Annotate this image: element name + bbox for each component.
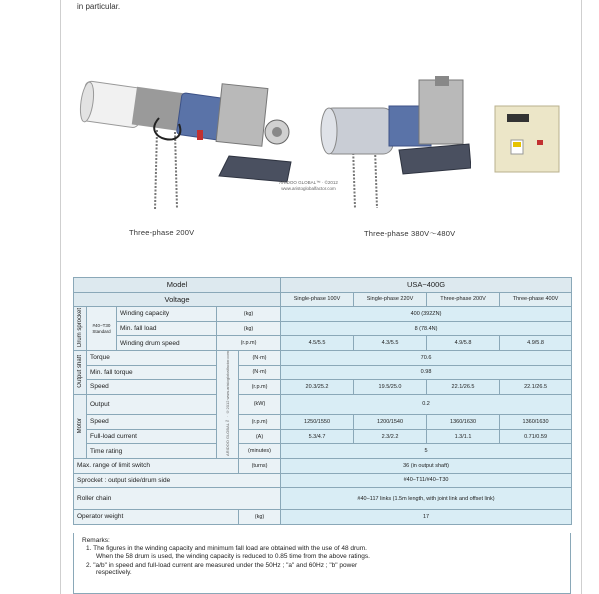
value-roller-chain: #40−117 links (1.5m length, with joint link and offset link): [281, 488, 572, 510]
value-output-speed-3: 22.1/26.5: [427, 380, 500, 395]
spec-table: [73, 277, 572, 525]
label-max-limit-switch: Max. range of limit switch: [74, 458, 239, 473]
voltage-col-4: Three-phase 400V: [500, 292, 572, 307]
unit-time-rating: (minutes): [239, 444, 281, 459]
unit-output-speed: (r.p.m): [239, 380, 281, 395]
remarks: [73, 533, 571, 594]
row-torque: [74, 350, 572, 365]
value-full-load-current-1: 5.3/4.7: [281, 429, 354, 444]
label-sprocket: Sprocket : output side/drum side: [74, 473, 281, 488]
unit-motor-output: (kW): [239, 394, 281, 414]
value-min-fall-load: 8 (78.4N): [281, 321, 572, 336]
value-operator-weight: 17: [281, 510, 572, 525]
unit-min-fall-load: (kg): [217, 321, 281, 336]
unit-operator-weight: (kg): [239, 510, 281, 525]
value-output-speed-4: 22.1/26.5: [500, 380, 572, 395]
label-motor-output: Output: [87, 394, 217, 414]
label-full-load-current: Full-load current: [87, 429, 217, 444]
value-max-limit-switch: 36 (in output shaft): [281, 458, 572, 473]
value-motor-speed-1: 1250/1550: [281, 415, 354, 430]
unit-max-limit-switch: (turns): [239, 458, 281, 473]
label-min-fall-load: Min. fall load: [117, 321, 217, 336]
label-time-rating: Time rating: [87, 444, 217, 459]
label-output-speed: Speed: [87, 380, 217, 395]
row-time-rating: [74, 444, 572, 459]
value-sprocket: #40−T11/#40−T30: [281, 473, 572, 488]
label-roller-chain: Roller chain: [74, 488, 281, 510]
label-torque: Torque: [87, 350, 217, 365]
row-winding-capacity: [74, 307, 572, 322]
row-model: [74, 278, 572, 293]
value-full-load-current-4: 0.71/0.59: [500, 429, 572, 444]
row-winding-drum-speed: [74, 336, 572, 351]
row-voltage: [74, 292, 572, 307]
value-output-speed-2: 19.5/25.0: [354, 380, 427, 395]
value-motor-output: 0.2: [281, 394, 572, 414]
unit-motor-speed: (r.p.m): [239, 415, 281, 430]
value-winding-drum-speed-2: 4.3/5.5: [354, 336, 427, 351]
remark-1b: When the 58 drum is used, the winding capacity is reduced to 0.85 time from the above ratings.: [96, 552, 370, 560]
caption-380v: Three-phase 380V～480V: [364, 229, 456, 238]
voltage-col-1: Single-phase 100V: [281, 292, 354, 307]
value-full-load-current-2: 2.3/2.2: [354, 429, 427, 444]
value-motor-speed-3: 1360/1630: [427, 415, 500, 430]
value-time-rating: 5: [281, 444, 572, 459]
model-label: Model: [74, 278, 281, 293]
label-min-fall-torque: Min. fall torque: [87, 365, 217, 380]
value-motor-speed-4: 1360/1630: [500, 415, 572, 430]
row-output-speed: [74, 380, 572, 395]
remark-2b: respectively.: [96, 569, 132, 577]
row-motor-output: [74, 394, 572, 414]
operator-photo-380v: [319, 76, 471, 211]
value-full-load-current-3: 1.3/1.1: [427, 429, 500, 444]
row-motor-speed: [74, 415, 572, 430]
label-winding-capacity: Winding capacity: [117, 307, 217, 322]
remark-2a: 2. "a/b" in speed and full-load current are measured under the 50Hz ; "a" and 60Hz ; "b" power: [86, 561, 358, 569]
value-output-speed-1: 20.3/25.2: [281, 380, 354, 395]
unit-full-load-current: (A): [239, 429, 281, 444]
value-winding-drum-speed-4: 4.9/5.8: [500, 336, 572, 351]
value-winding-capacity: 400 (392ZN): [281, 307, 572, 322]
unit-winding-drum-speed: (r.p.m): [217, 336, 281, 351]
row-min-fall-load: [74, 321, 572, 336]
control-box-photo: [493, 104, 563, 174]
document-page: [60, 0, 582, 594]
label-winding-drum-speed: Winding drum speed: [117, 336, 217, 351]
operator-photo-200v: [79, 70, 299, 220]
row-min-fall-torque: [74, 365, 572, 380]
unit-min-fall-torque: (N·m): [239, 365, 281, 380]
voltage-col-3: Three-phase 200V: [427, 292, 500, 307]
value-torque: 70.6: [281, 350, 572, 365]
row-operator-weight: [74, 510, 572, 525]
label-operator-weight: Operator weight: [74, 510, 239, 525]
value-winding-drum-speed-1: 4.5/5.5: [281, 336, 354, 351]
remark-1a: 1. The figures in the winding capacity and minimum fall load are obtained with the use of 48 drum.: [86, 545, 367, 553]
group-drum-sprocket: Drum sprocket: [74, 307, 87, 351]
watermark: ARIDOO GLOBAL™ · ©2012 www.aristoglobalfactor.com: [279, 180, 338, 191]
row-max-limit-switch: [74, 458, 572, 473]
remarks-title: Remarks:: [82, 537, 110, 544]
model-value: USA−400G: [281, 278, 572, 293]
drum-sub-label: #40−T30 Standard: [87, 307, 117, 351]
row-full-load-current: [74, 429, 572, 444]
value-motor-speed-2: 1200/1540: [354, 415, 427, 430]
side-watermark: ARIDOO GLOBAL™ · ©2012 www.aristoglobalfactor.com: [217, 350, 239, 458]
unit-winding-capacity: (kg): [217, 307, 281, 322]
intro-text: in particular.: [77, 2, 121, 11]
group-motor: Motor: [74, 394, 87, 458]
row-sprocket: [74, 473, 572, 488]
voltage-label: Voltage: [74, 292, 281, 307]
caption-200v: Three-phase 200V: [129, 228, 195, 237]
unit-torque: (N·m): [239, 350, 281, 365]
value-min-fall-torque: 0.98: [281, 365, 572, 380]
value-winding-drum-speed-3: 4.9/5.8: [427, 336, 500, 351]
voltage-col-2: Single-phase 220V: [354, 292, 427, 307]
group-output-shaft: Output shaft: [74, 350, 87, 394]
label-motor-speed: Speed: [87, 415, 217, 430]
row-roller-chain: [74, 488, 572, 510]
